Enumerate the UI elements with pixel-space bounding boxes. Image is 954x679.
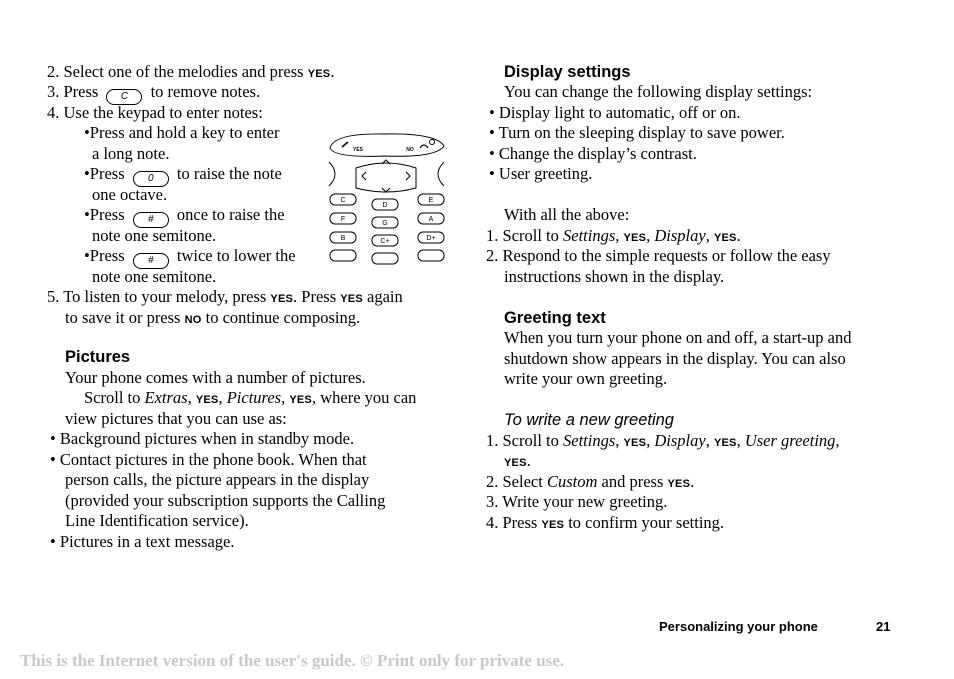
disclaimer: This is the Internet version of the user's guide. © Print only for private use. bbox=[20, 651, 565, 670]
zero-key-icon: 0 bbox=[133, 171, 169, 187]
list-item: • Background pictures when in standby mode. bbox=[50, 429, 355, 448]
hash-key-icon: # bbox=[133, 253, 169, 269]
keypad-key: D+ bbox=[426, 235, 436, 242]
step-3: 3. Press C to remove notes. bbox=[47, 82, 260, 105]
keypad-key: F bbox=[340, 216, 346, 223]
step-5: 5. To listen to your melody, press YES. Press YES again bbox=[47, 287, 403, 306]
write-greeting-heading: To write a new greeting bbox=[504, 411, 674, 429]
bullet-raise-octave-cont: one octave. bbox=[92, 185, 168, 204]
list-item: • Display light to automatic, off or on. bbox=[489, 103, 741, 122]
display-step-2-cont: instructions shown in the display. bbox=[504, 267, 725, 286]
pictures-intro: Your phone comes with a number of pictures. bbox=[65, 368, 366, 387]
step-5-cont: to save it or press NO to continue composing. bbox=[65, 308, 361, 327]
greeting-step-1-cont: YES. bbox=[504, 451, 531, 470]
list-item-cont: person calls, the picture appears in the display bbox=[65, 470, 370, 489]
list-item: • User greeting. bbox=[489, 164, 593, 183]
greeting-step-4: 4. Press YES to confirm your setting. bbox=[486, 513, 725, 532]
with-all-above: With all the above: bbox=[504, 205, 630, 224]
greeting-step-1: 1. Scroll to Settings, YES, Display, YES, User greeting, bbox=[486, 431, 840, 450]
bullet-raise-semitone-cont: note one semitone. bbox=[92, 226, 217, 245]
pictures-heading: Pictures bbox=[65, 348, 131, 366]
list-item: • Contact pictures in the phone book. When that bbox=[50, 450, 367, 469]
display-intro: You can change the following display settings: bbox=[504, 82, 813, 101]
greeting-line: When you turn your phone on and off, a start-up and bbox=[504, 328, 852, 347]
keypad-key: A bbox=[428, 216, 434, 223]
keypad-key: D bbox=[382, 202, 388, 209]
keypad-no: NO bbox=[406, 147, 414, 153]
display-step-1: 1. Scroll to Settings, YES, Display, YES. bbox=[486, 226, 741, 245]
bullet-lower-semitone: •Press # twice to lower the bbox=[84, 246, 296, 269]
display-step-2: 2. Respond to the simple requests or follow the easy bbox=[486, 246, 831, 265]
greeting-line: shutdown show appears in the display. You can also bbox=[504, 349, 846, 368]
pictures-scroll: Scroll to Extras, YES, Pictures, YES, where you can bbox=[84, 388, 417, 407]
hash-key-icon: # bbox=[133, 212, 169, 228]
list-item: • Turn on the sleeping display to save power. bbox=[489, 123, 785, 142]
c-key-icon: C bbox=[106, 89, 142, 105]
bullet-raise-semitone: •Press # once to raise the bbox=[84, 205, 285, 228]
display-settings-heading: Display settings bbox=[504, 63, 631, 81]
greeting-line: write your own greeting. bbox=[504, 369, 668, 388]
section-title: Personalizing your phone bbox=[659, 619, 818, 634]
list-item: • Change the display’s contrast. bbox=[489, 144, 697, 163]
keypad-key: B bbox=[340, 235, 346, 242]
step-4: 4. Use the keypad to enter notes: bbox=[47, 103, 263, 122]
page-number: 21 bbox=[876, 619, 891, 634]
keypad-key: E bbox=[428, 197, 434, 204]
keypad-yes: YES bbox=[352, 147, 364, 153]
greeting-heading: Greeting text bbox=[504, 309, 606, 327]
bullet-lower-semitone-cont: note one semitone. bbox=[92, 267, 217, 286]
phone-keypad-illustration bbox=[324, 130, 450, 270]
bullet-hold-key: •Press and hold a key to enter bbox=[84, 123, 280, 142]
bullet-raise-octave: •Press 0 to raise the note bbox=[84, 164, 282, 187]
greeting-step-2: 2. Select Custom and press YES. bbox=[486, 472, 695, 491]
keypad-key: C bbox=[340, 197, 346, 204]
list-item: • Pictures in a text message. bbox=[50, 532, 235, 551]
keypad-key: C+ bbox=[380, 238, 390, 245]
keypad-key: G bbox=[382, 220, 388, 227]
list-item-cont: (provided your subscription supports the Calling bbox=[65, 491, 386, 510]
bullet-hold-key-cont: a long note. bbox=[92, 144, 170, 163]
greeting-step-3: 3. Write your new greeting. bbox=[486, 492, 668, 511]
pictures-use: view pictures that you can use as: bbox=[65, 409, 287, 428]
list-item-cont: Line Identification service). bbox=[65, 511, 249, 530]
step-2: 2. Select one of the melodies and press YES. bbox=[47, 62, 335, 81]
